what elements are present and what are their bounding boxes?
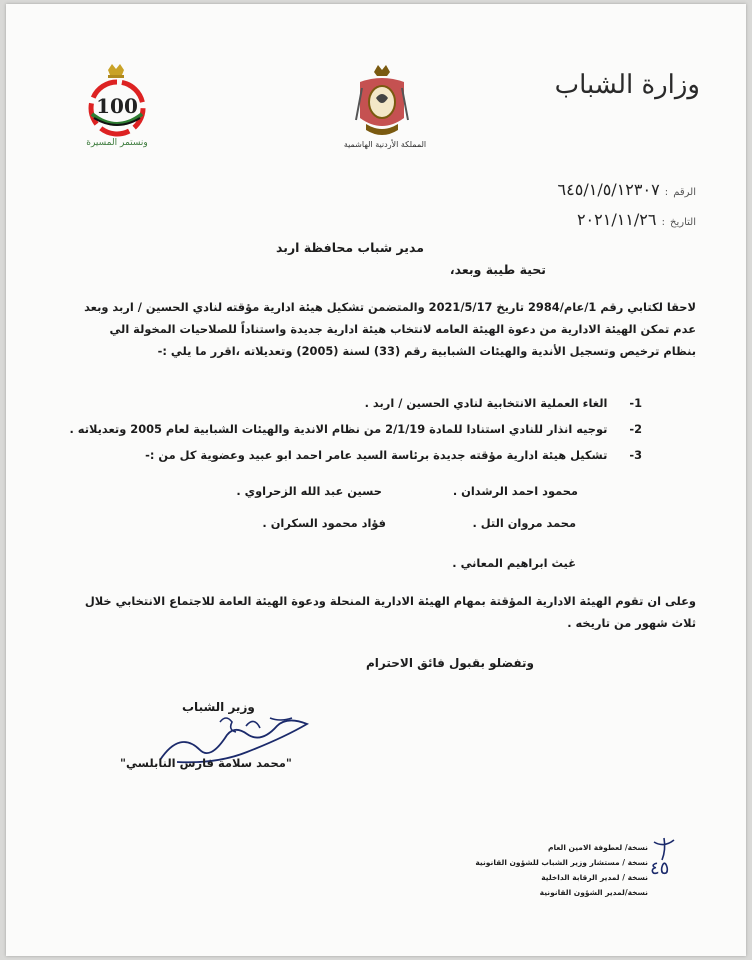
body-line: عدم تمكن الهيئة الادارية من دعوة الهيئة العامه لانتخاب هيئة ادارية جديدة واستناداً للصلاحيات المخولة الي xyxy=(109,322,696,336)
reference-number-value: ٦٤٥/١/٥/١٢٣٠٧ xyxy=(557,180,660,199)
ministry-name: وزارة الشباب xyxy=(554,70,700,100)
copy-item: نسخة / لمدير الرقابة الداخلية xyxy=(541,873,648,882)
member-item: فؤاد محمود السكران . xyxy=(262,516,386,530)
coat-of-arms-icon xyxy=(352,62,412,142)
body-line: بنظام ترخيص وتسجيل الأندية والهيئات الشبابية رقم (33) لسنة (2005) وتعديلاته ،اقرر ما يلي :- xyxy=(157,344,696,358)
decision-item-1 xyxy=(365,396,642,410)
body-paragraph xyxy=(40,296,696,362)
decision-item-2 xyxy=(70,422,642,436)
decision-item-3 xyxy=(145,448,642,462)
member-item: حسين عبد الله الزحراوي . xyxy=(236,484,382,498)
reference-date-row: التاريخ : ٢٠٢١/١١/٢٦ xyxy=(576,210,696,229)
member-item: محمد مروان التل . xyxy=(472,516,576,530)
reference-number-row: الرقم : ٦٤٥/١/٥/١٢٣٠٧ xyxy=(557,180,696,199)
decision-text: تشكيل هيئة ادارية مؤقته جديدة برئاسة السيد عامر احمد ابو عبيد وعضوية كل من :- xyxy=(145,448,608,462)
reference-number-label: الرقم xyxy=(673,187,696,198)
decision-text: الغاء العملية الانتخابية لنادي الحسين / اربد . xyxy=(364,396,608,410)
decision-number: 3- xyxy=(629,448,642,462)
closing-paragraph xyxy=(40,590,696,634)
signature-title: وزير الشباب xyxy=(182,700,255,714)
copy-item: نسخة/لمدير الشؤون القانونية xyxy=(539,888,648,897)
closing-line: وعلى ان تقوم الهيئة الادارية المؤقتة بمهام الهيئة الادارية المنحلة ودعوة الهيئة العامة للاجتماع الانتخابي خلال xyxy=(84,594,696,608)
decision-text: توجيه انذار للنادي استنادا للمادة 2/1/19 من نظام الاندية والهيئات الشبابية لعام 2005 وتعديلاته . xyxy=(69,422,608,436)
greeting: تحية طيبة وبعد، xyxy=(449,262,546,277)
decision-number: 1- xyxy=(629,396,642,410)
centenary-number: 100 xyxy=(96,94,138,118)
centenary-caption: ونستمر المسيرة xyxy=(86,138,148,148)
copy-item: نسخة/ لعطوفة الامين العام xyxy=(547,843,648,852)
copy-item: نسخة / مستشار وزير الشباب للشؤون القانونية xyxy=(475,858,648,867)
decision-number: 2- xyxy=(629,422,642,436)
royal-emblem xyxy=(352,62,412,142)
addressee: مدير شباب محافظة اربد xyxy=(276,240,424,255)
reference-date-value: ٢٠٢١/١١/٢٦ xyxy=(576,210,657,229)
body-line: لاحقا لكتابي رقم 1/عام/2984 تاريخ 2021/5/17 والمتضمن تشكيل هيئة ادارية مؤقته لنادي الحسين / اربد وبعد xyxy=(84,300,696,314)
signature-name: "محمد سلامة فارس النابلسي" xyxy=(120,756,292,770)
member-item: غيث ابراهيم المعاني . xyxy=(452,556,576,570)
centenary-logo xyxy=(72,62,162,154)
emblem-caption: المملكة الأردنية الهاشمية xyxy=(343,140,427,149)
member-item: محمود احمد الرشدان . xyxy=(452,484,578,498)
reference-date-label: التاريخ xyxy=(670,217,696,228)
regards: وتفضلو بقبول فائق الاحترام xyxy=(365,656,534,670)
copies-list xyxy=(475,840,648,900)
closing-line: ثلاث شهور من تاريخه . xyxy=(567,616,696,630)
margin-note: ٤٥ xyxy=(650,858,670,879)
